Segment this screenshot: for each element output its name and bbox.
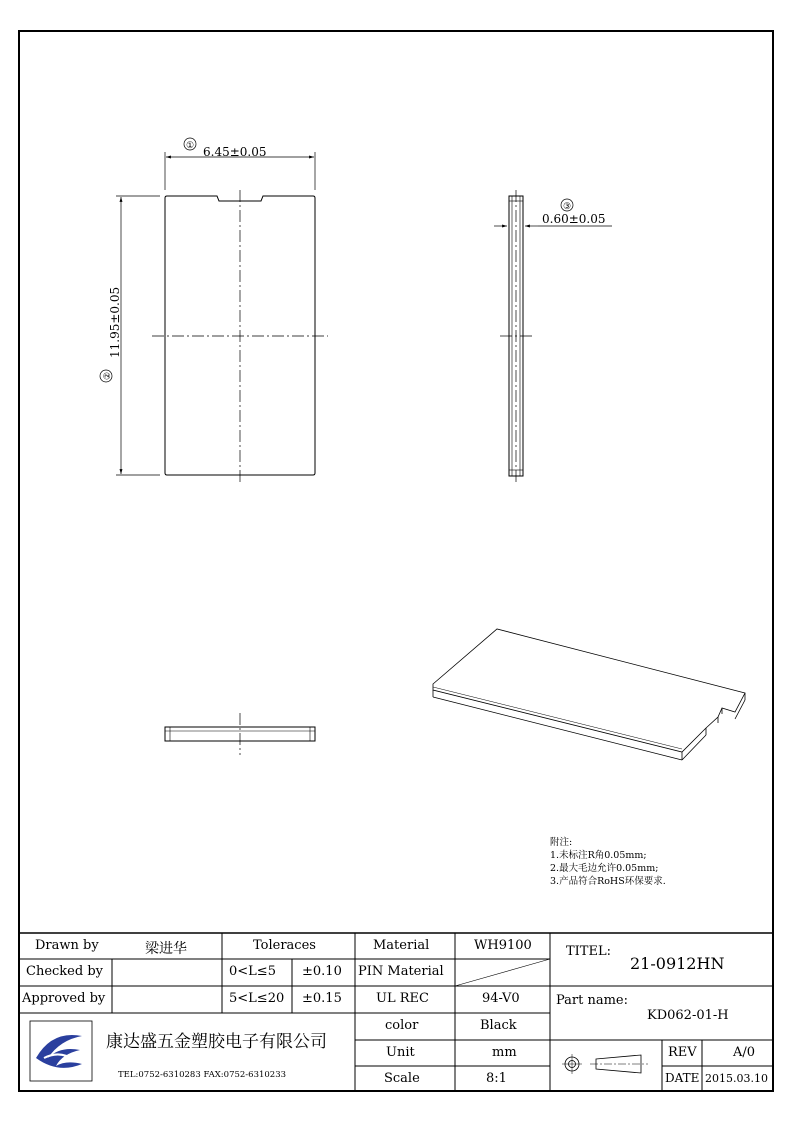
unit-label: Unit	[386, 1045, 415, 1060]
width-value: 6.45±0.05	[203, 145, 267, 159]
material-value: WH9100	[474, 938, 532, 953]
checked-by-label: Checked by	[26, 964, 103, 979]
approved-by-label: Approved by	[22, 991, 106, 1006]
drawn-by-label: Drawn by	[35, 938, 99, 953]
thickness-value: 0.60±0.05	[542, 212, 606, 226]
height-dimension	[116, 196, 160, 475]
width-marker-text: ①	[185, 141, 195, 151]
front-view	[152, 190, 328, 485]
note-item-1: 1.未标注R角0.05mm;	[550, 850, 647, 861]
height-value: 11.95±0.05	[108, 286, 122, 358]
color-value: Black	[480, 1018, 517, 1033]
titel-value: 21-0912HN	[630, 954, 725, 973]
company-logo-icon	[30, 1021, 92, 1081]
tolerance-value-1: ±0.10	[302, 964, 342, 979]
drawing-notes	[550, 836, 666, 888]
company-name: 康达盛五金塑胶电子有限公司	[106, 1032, 327, 1052]
height-marker-text: ②	[103, 371, 113, 381]
tolerances-label: Toleraces	[253, 938, 316, 953]
date-label: DATE	[665, 1071, 700, 1085]
thickness-marker-text: ③	[562, 202, 572, 212]
unit-value: mm	[492, 1045, 517, 1060]
tolerance-range-1: 0<L≤5	[229, 964, 276, 979]
side-view	[500, 190, 533, 485]
isometric-view	[433, 629, 745, 760]
notes-heading: 附注:	[550, 837, 573, 848]
drawn-by-value: 梁进华	[145, 941, 187, 957]
note-item-3: 3.产品符合RoHS环保要求.	[550, 876, 666, 887]
ul-value: 94-V0	[482, 991, 520, 1006]
scale-label: Scale	[384, 1071, 420, 1086]
part-name-value: KD062-01-H	[647, 1008, 729, 1023]
date-value: 2015.03.10	[705, 1072, 768, 1085]
scale-value: 8:1	[486, 1071, 507, 1086]
bottom-view	[165, 713, 315, 755]
note-item-2: 2.最大毛边允许0.05mm;	[550, 863, 659, 874]
pin-material-label: PIN Material	[358, 964, 444, 979]
company-contact: TEL:0752-6310283 FAX:0752-6310233	[118, 1070, 287, 1080]
titel-label: TITEL:	[566, 944, 611, 959]
part-name-label: Part name:	[556, 993, 629, 1008]
rev-label: REV	[668, 1045, 697, 1060]
ul-label: UL REC	[376, 991, 429, 1006]
rev-value: A/0	[733, 1045, 756, 1060]
material-label: Material	[373, 938, 430, 953]
projection-symbol-icon	[562, 1054, 648, 1074]
color-label: color	[385, 1018, 419, 1033]
tolerance-range-2: 5<L≤20	[229, 991, 285, 1006]
tolerance-value-2: ±0.15	[302, 991, 342, 1006]
